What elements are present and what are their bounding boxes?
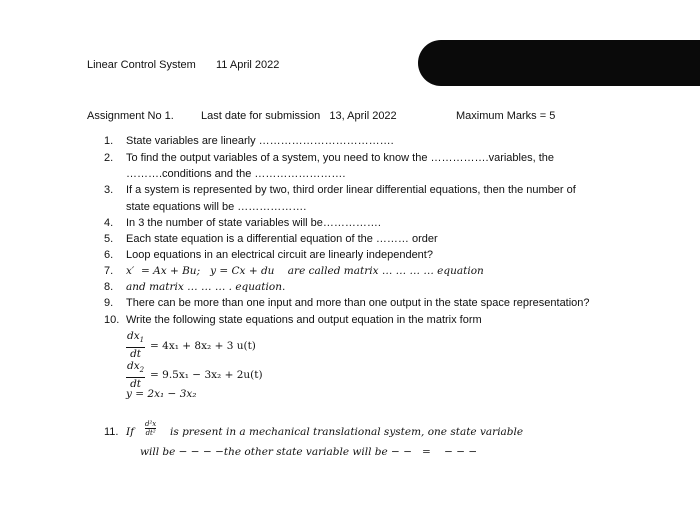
question-2: 2. To find the output variables of a system, you need to know the …………….variables, the: [104, 152, 554, 164]
question-3: 3. If a system is represented by two, third order linear differential equations, then the number of: [104, 184, 576, 196]
question-11-number: 11.: [104, 426, 119, 438]
question-10: 10. Write the following state equations and output equation in the matrix form: [104, 314, 482, 326]
equation-1-rhs: = 4x₁ + 8x₂ + 3 u(t): [150, 340, 256, 352]
question-11-line-2: will be − − − −the other state variable will be − − = − − −: [140, 446, 478, 458]
redaction-mark: [418, 40, 700, 86]
question-6: 6. Loop equations in an electrical circuit are linearly independent?: [104, 249, 433, 261]
question-9: 9. There can be more than one input and more than one output in the state space representation?: [104, 297, 590, 309]
question-3-continued: state equations will be ……………….: [126, 201, 307, 213]
course-title: Linear Control System: [87, 59, 196, 71]
question-5: 5. Each state equation is a differential equation of the ……… order: [104, 233, 438, 245]
assignment-number: Assignment No 1.: [87, 110, 174, 122]
question-2-continued: ……….conditions and the …………………….: [126, 168, 346, 180]
equation-2-fraction: $\frac{dx_2}{dt}$: [127, 360, 145, 391]
header-date: 11 April 2022: [216, 59, 280, 71]
equation-2-rhs: = 9.5x₁ − 3x₂ + 2u(t): [150, 369, 263, 381]
question-7: 7. x′ = Ax + Bu; y = Cx + du are called matrix … … … … equation: [104, 265, 484, 277]
second-derivative-fraction: $\frac{\text{d²x}}{\text{dt²}}$: [145, 420, 157, 437]
maximum-marks: Maximum Marks = 5: [456, 110, 556, 122]
question-1: 1. State variables are linearly ……………………………….: [104, 135, 394, 147]
question-11-if: If: [126, 426, 135, 438]
question-11-line-1: is present in a mechanical translational system, one state variable: [170, 426, 524, 438]
submission-deadline: Last date for submission 13, April 2022: [201, 110, 397, 122]
output-equation: y = 2x₁ − 3x₂: [126, 388, 197, 400]
equation-1-fraction: $\frac{dx_1}{dt}$: [127, 330, 145, 361]
question-4: 4. In 3 the number of state variables will be…………….: [104, 217, 381, 229]
question-8: 8. and matrix … … … . equation.: [104, 281, 286, 293]
